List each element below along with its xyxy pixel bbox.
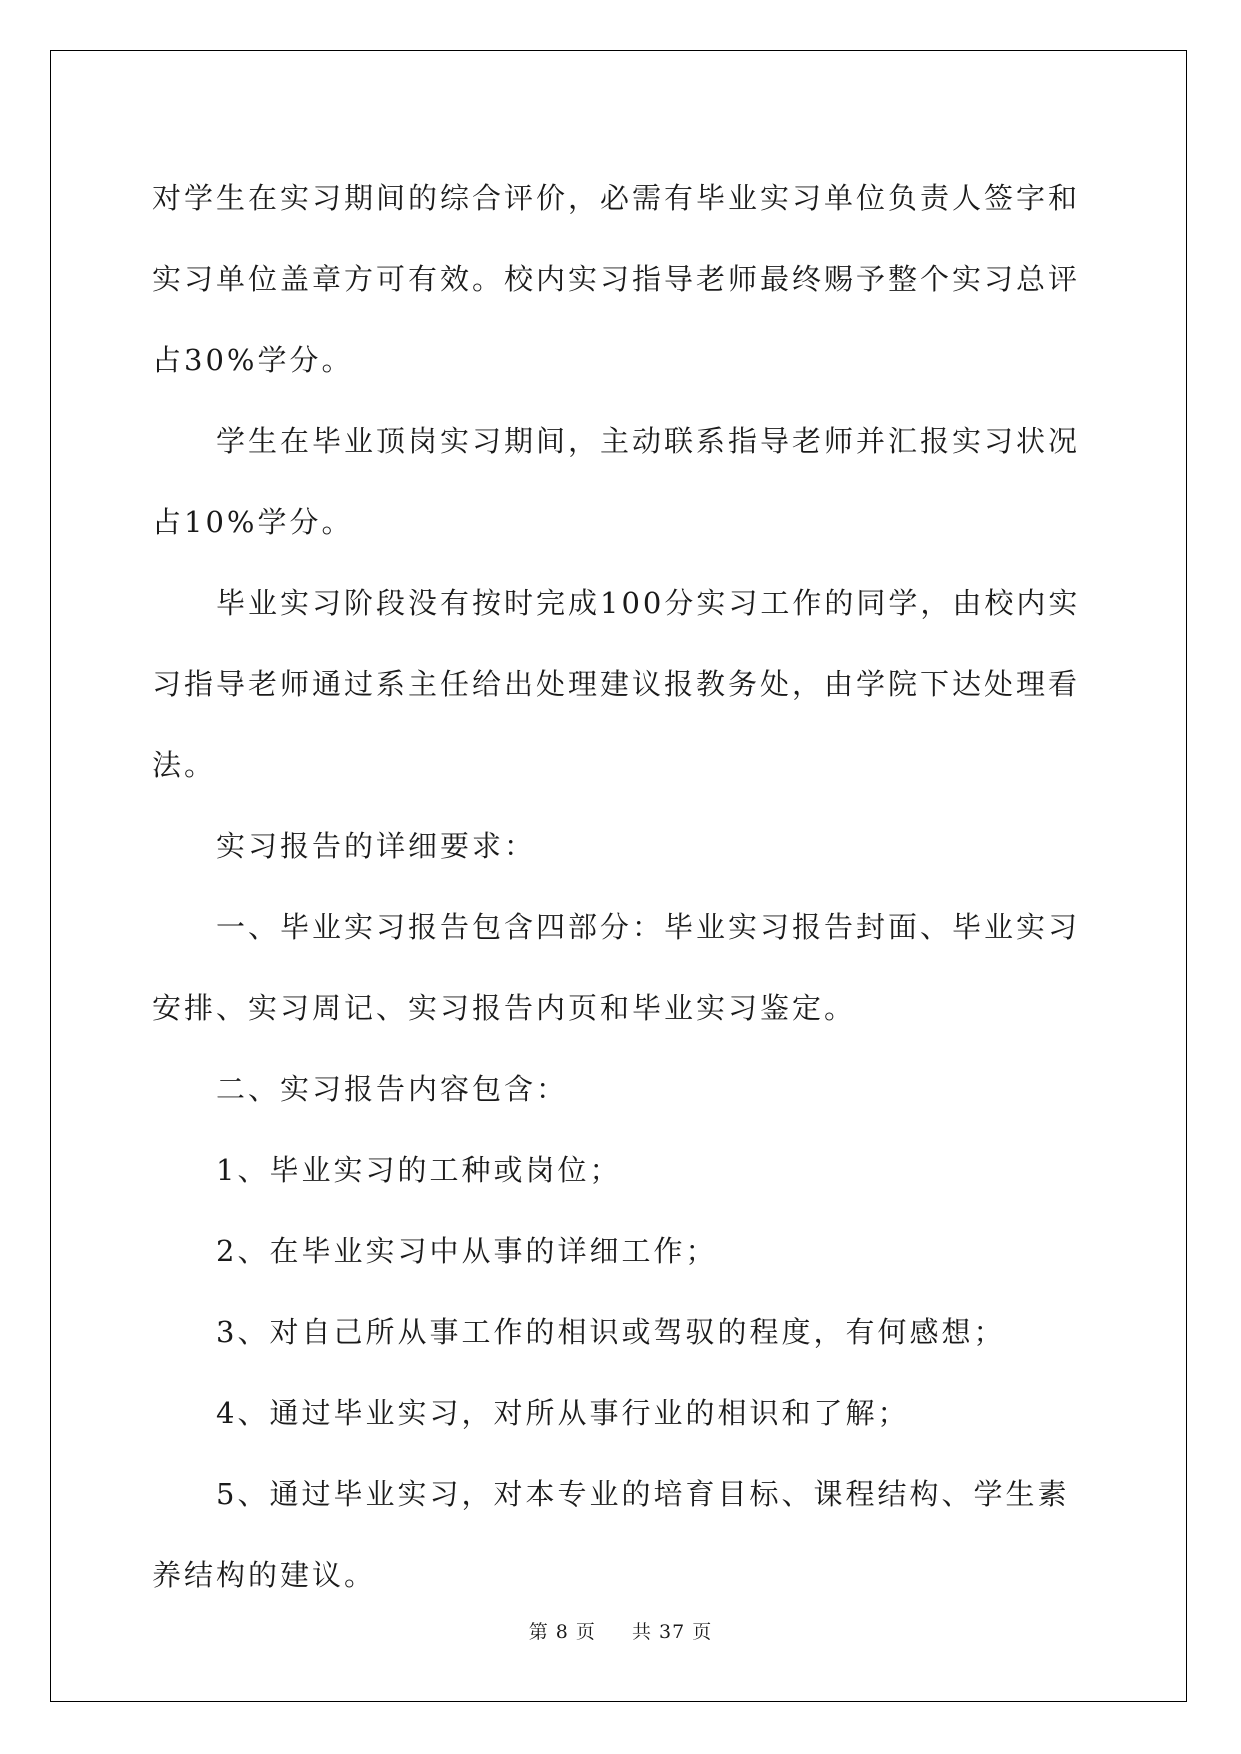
paragraph: 二、实习报告内容包含： bbox=[216, 1072, 569, 1106]
page-footer bbox=[0, 1617, 1241, 1644]
paragraph: 一、毕业实习报告包含四部分：毕业实习报告封面、毕业实习安排、实习周记、实习报告内页和毕业实习鉴定。 bbox=[152, 910, 1081, 1025]
page-total: 共 37 页 bbox=[632, 1621, 713, 1643]
list-item: 4、通过毕业实习，对所从事行业的相识和了解； bbox=[216, 1396, 910, 1430]
paragraph: 实习报告的详细要求： bbox=[216, 829, 537, 863]
paragraph: 毕业实习阶段没有按时完成100分实习工作的同学，由校内实习指导老师通过系主任给出处理建议报教务处，由学院下达处理看法。 bbox=[152, 586, 1081, 782]
page-number: 第 8 页 bbox=[528, 1621, 596, 1643]
list-item: 3、对自己所从事工作的相识或驾驭的程度，有何感想； bbox=[216, 1315, 1006, 1349]
list-item: 1、毕业实习的工种或岗位； bbox=[216, 1153, 622, 1187]
list-item: 5、通过毕业实习，对本专业的培育目标、课程结构、学生素养结构的建议。 bbox=[152, 1477, 1070, 1592]
list-item: 2、在毕业实习中从事的详细工作； bbox=[216, 1234, 718, 1268]
document-body bbox=[152, 158, 1092, 1616]
paragraph: 对学生在实习期间的综合评价，必需有毕业实习单位负责人签字和实习单位盖章方可有效。校内实习指导老师最终赐予整个实习总评占30%学分。 bbox=[152, 181, 1081, 377]
paragraph: 学生在毕业顶岗实习期间，主动联系指导老师并汇报实习状况占10%学分。 bbox=[152, 424, 1081, 539]
